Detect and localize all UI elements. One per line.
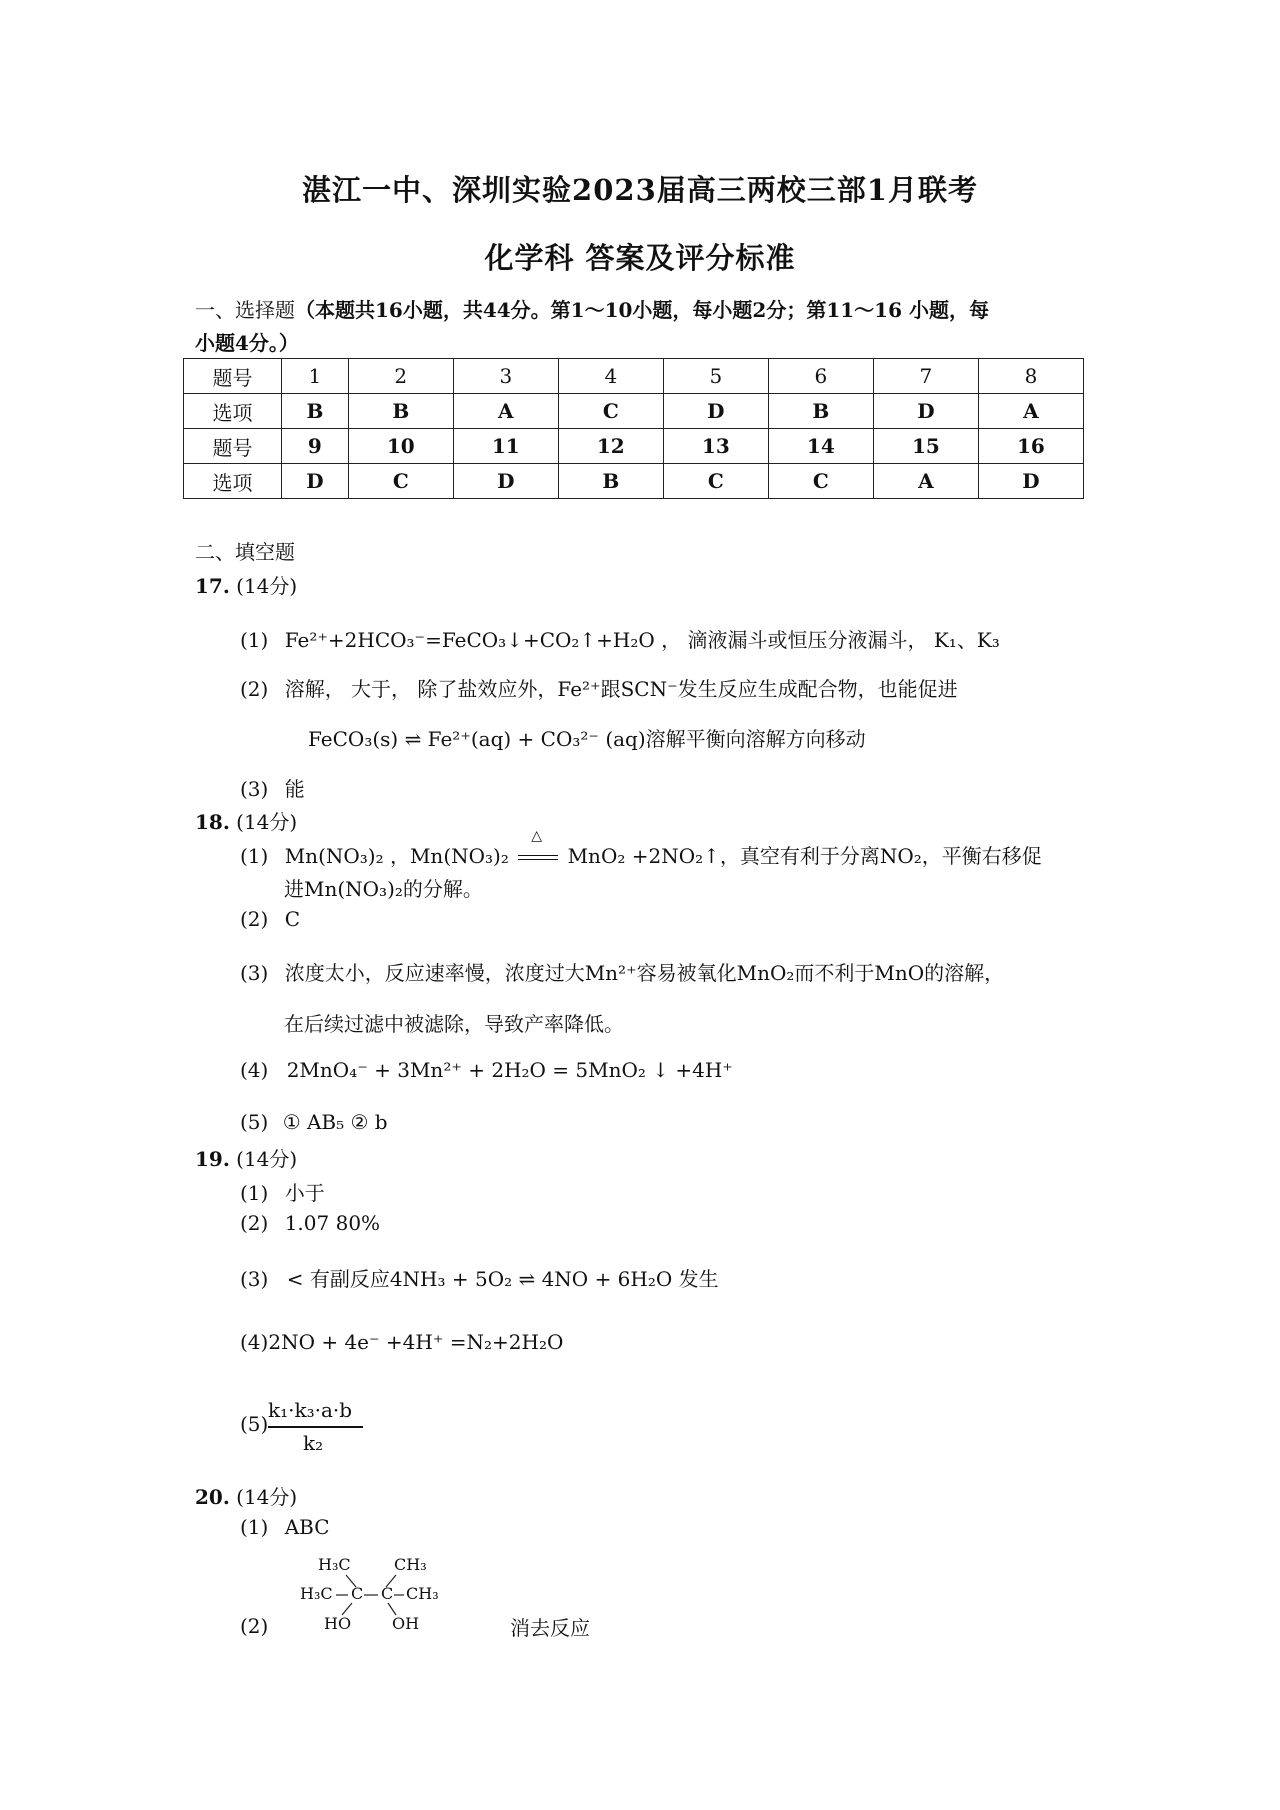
structural-formula-diol [300,1555,470,1635]
q19-part5-label: (5) [240,1412,269,1436]
part-answer: 1.07 80% [284,1211,381,1235]
part-label: (4) [240,1330,269,1354]
answer-option: D [663,394,768,429]
section1-heading-line2: 小题4分。） [195,331,299,355]
part-label: (4) [240,1058,269,1082]
answer-option: D [453,464,558,499]
answer-option: B [282,394,349,429]
question-score: (14分) [236,810,298,834]
group-top-right: CH₃ [394,1555,427,1574]
answer-table [183,358,1084,499]
q20-part2-label: (2) [240,1614,269,1638]
answer-option: C [663,464,768,499]
answer-option: D [873,394,978,429]
part-label: (2) [240,1211,269,1235]
question-number: 5 [663,359,768,394]
q18-part3-continuation: 在后续过滤中被滤除，导致产率降低。 [284,1012,624,1036]
row-label: 选项 [184,394,282,429]
question-number: 8 [978,359,1083,394]
part-label: (3) [240,1267,269,1291]
part-answer: Fe²⁺+2HCO₃⁻=FeCO₃↓+CO₂↑+H₂O ， 滴液漏斗或恒压分液漏斗， K₁、K₃ [284,628,1000,652]
question-number: 18. [195,810,230,834]
question-number: 13 [663,429,768,464]
part-answer: 浓度太小，反应速率慢，浓度过大Mn²⁺容易被氧化MnO₂而不利于MnO的溶解， [284,961,1005,985]
part-label: (2) [240,677,269,701]
part-label: (2) [240,907,269,931]
question-number: 16 [978,429,1083,464]
question-20-header [195,1481,297,1510]
table-row [184,394,1084,429]
q19-part3 [240,1263,719,1292]
answer-option: A [873,464,978,499]
question-score: (14分) [236,1485,298,1509]
table-row [184,429,1084,464]
part-answer: C [284,907,301,931]
question-number: 6 [768,359,873,394]
part-answer: 溶解， 大于， 除了盐效应外，Fe²⁺跟SCN⁻发生反应生成配合物，也能促进 [284,677,958,701]
group-mid-right: CH₃ [406,1584,439,1603]
q19-part4 [240,1330,563,1354]
part-answer-cont: MnO₂ +2NO₂↑，真空有利于分离NO₂，平衡右移促 [567,844,1042,868]
part-answer: ABC [284,1515,330,1539]
answer-option: C [348,464,453,499]
section1-heading [195,294,1095,360]
fraction-numerator: k₁·k₃·a·b [268,1398,353,1422]
fraction-denominator: k₂ [303,1431,324,1455]
q18-part4 [240,1058,733,1082]
q18-part1 [240,828,1042,869]
q17-part1 [240,624,1000,653]
q17-part2 [240,673,958,702]
part-label: (1) [240,1181,269,1205]
question-score: (14分) [236,574,298,598]
group-top-left: H₃C [318,1555,351,1574]
page-subtitle: 化学科 答案及评分标准 [484,241,796,275]
row-label: 题号 [184,359,282,394]
answer-option: A [978,394,1083,429]
carbon-1: C [351,1584,364,1603]
question-number: 9 [282,429,349,464]
row-label: 题号 [184,429,282,464]
answer-option: D [978,464,1083,499]
part-label: (3) [240,777,269,801]
heat-equals-sign [515,828,561,868]
question-number: 14 [768,429,873,464]
answer-option: C [558,394,663,429]
part-answer: 2MnO₄⁻ + 3Mn²⁺ + 2H₂O = 5MnO₂ ↓ +4H⁺ [286,1058,733,1082]
part-label: (1) [240,844,269,868]
question-number: 15 [873,429,978,464]
q17-part3 [240,773,305,802]
question-number: 4 [558,359,663,394]
part-label: (1) [240,1515,269,1539]
q18-part2 [240,907,300,931]
carbon-2: C [381,1584,394,1603]
question-number: 17. [195,574,230,598]
q19-part1 [240,1177,325,1206]
question-number: 19. [195,1147,230,1171]
q20-part1 [240,1515,330,1539]
answer-option: C [768,464,873,499]
part-label: (1) [240,628,269,652]
q18-part1-continuation: 进Mn(NO₃)₂的分解。 [284,877,483,901]
answer-option: B [768,394,873,429]
q18-part5 [240,1110,388,1134]
part-answer: Mn(NO₃)₂ ，Mn(NO₃)₂ [284,844,509,868]
heat-condition: △ [531,828,542,844]
part-answer: 小于 [284,1181,325,1205]
q17-part2-continuation: FeCO₃(s) ⇌ Fe²⁺(aq) + CO₃²⁻ (aq)溶解平衡向溶解方向移动 [308,727,866,751]
question-number: 1 [282,359,349,394]
part-label: (3) [240,961,269,985]
fraction-bar [268,1426,363,1428]
question-number: 3 [453,359,558,394]
question-19-header [195,1143,297,1172]
answer-option: D [282,464,349,499]
question-number: 7 [873,359,978,394]
question-number: 11 [453,429,558,464]
question-number: 2 [348,359,453,394]
group-mid-left: H₃C [300,1584,333,1603]
part-answer: 2NO + 4e⁻ +4H⁺ =N₂+2H₂O [268,1330,564,1354]
table-row [184,359,1084,394]
part-answer: 能 [284,777,305,801]
part-answer: ① AB₅ ② b [282,1110,388,1134]
question-18-header [195,806,297,835]
group-bottom-left: HO [324,1614,352,1633]
page-title: 湛江一中、深圳实验2023届高三两校三部1月联考 [302,173,978,207]
answer-option: A [453,394,558,429]
question-number: 20. [195,1485,230,1509]
q19-part2 [240,1211,380,1235]
question-score: (14分) [236,1147,298,1171]
question-number: 12 [558,429,663,464]
section2-heading: 二、填空题 [195,540,295,564]
question-number: 10 [348,429,453,464]
q18-part3 [240,957,1004,986]
answer-option: B [348,394,453,429]
part-label: (5) [240,1110,269,1134]
answer-option: B [558,464,663,499]
part-answer: < 有副反应4NH₃ + 5O₂ ⇌ 4NO + 6H₂O 发生 [286,1267,719,1291]
group-bottom-right: OH [392,1614,420,1633]
table-row [184,464,1084,499]
section1-heading-line1: （本题共16小题，共44分。第1～10小题，每小题2分；第11～16 小题，每 [295,298,989,322]
question-17-header [195,570,297,599]
section1-heading-prefix: 一、选择题 [195,298,295,322]
q20-part2-answer: 消去反应 [510,1616,590,1640]
row-label: 选项 [184,464,282,499]
